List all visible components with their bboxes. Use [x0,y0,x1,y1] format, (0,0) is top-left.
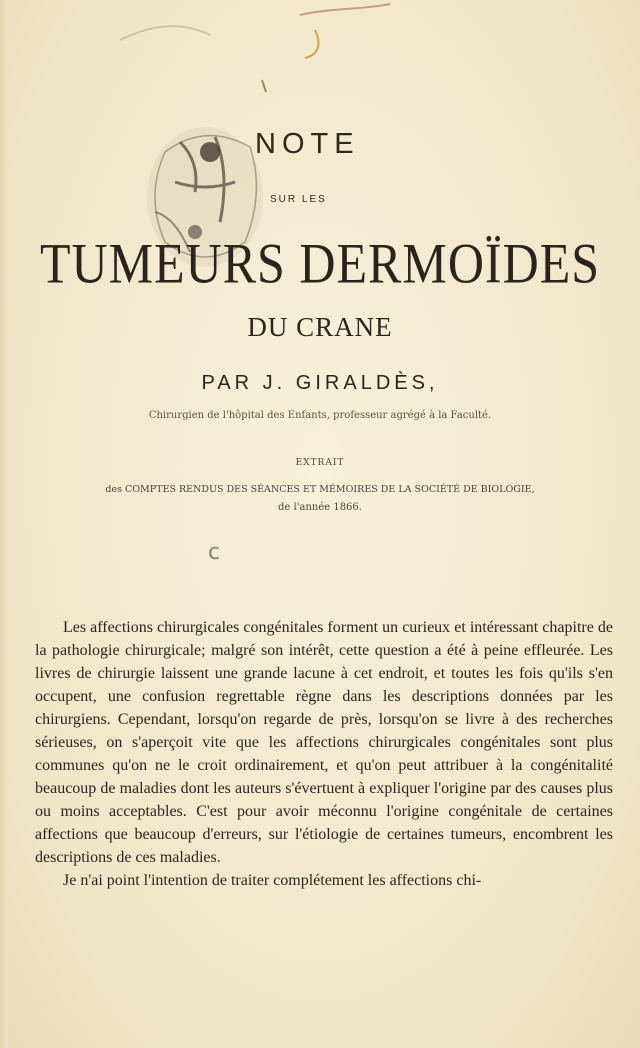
page-spine [0,0,8,1048]
paragraph-2: Je n'ai point l'intention de traiter complétement les affections chi- [63,872,482,889]
author-line: PAR J. GIRALDÈS, [201,372,439,394]
paragraph-1: Les affections chirurgicales congénitales forment un curieux et intéressant chapitre de la pathologie chirurgicale; malgré son intérêt, cette question a été à peine effleurée. Les livres de chirurgie laissent une grande lacune à cet endroit, et toutes les fois qu'ils s'en occupent, une confusion regrettable règne dans les descriptions données par les chirurgiens. Cependant, lorsqu'on regarde de près, lorsqu'on se livre à des recherches sérieuses, on s'aperçoit vite que les affections chirurgicales congénitales sont plus communes qu'on ne le croit ordinairement, et qu'on peut attribuer à la congénitalité beaucoup de maladies dont les auteurs s'évertuent à expliquer l'origine par des causes plus ou moins acceptables. C'est pour avoir méconnu l'origine congénitale de certaines affections que beaucoup d'erreurs, sur l'étiologie de certaines tumeurs, encombrent les descriptions de ces maladies. [35,619,613,866]
affiliation-line: Chirurgien de l'hôpital des Enfants, professeur agrégé à la Faculté. [148,410,492,421]
ink-stain-top [100,0,400,110]
pencil-mark: c [208,540,221,565]
body-text [35,616,613,892]
source-line: des COMPTES RENDUS DES SÉANCES ET MÉMOIRES DE LA SOCIÉTÉ DE BIOLOGIE, [105,484,535,495]
title-main: TUMEURS DERMOÏDES [39,230,601,296]
extrait-label: EXTRAIT [295,458,345,468]
title-sur: SUR LES [270,194,327,205]
title-du: DU CRANE [247,312,393,342]
title-note: NOTE [255,128,360,160]
year-line: de l'année 1866. [278,502,362,513]
